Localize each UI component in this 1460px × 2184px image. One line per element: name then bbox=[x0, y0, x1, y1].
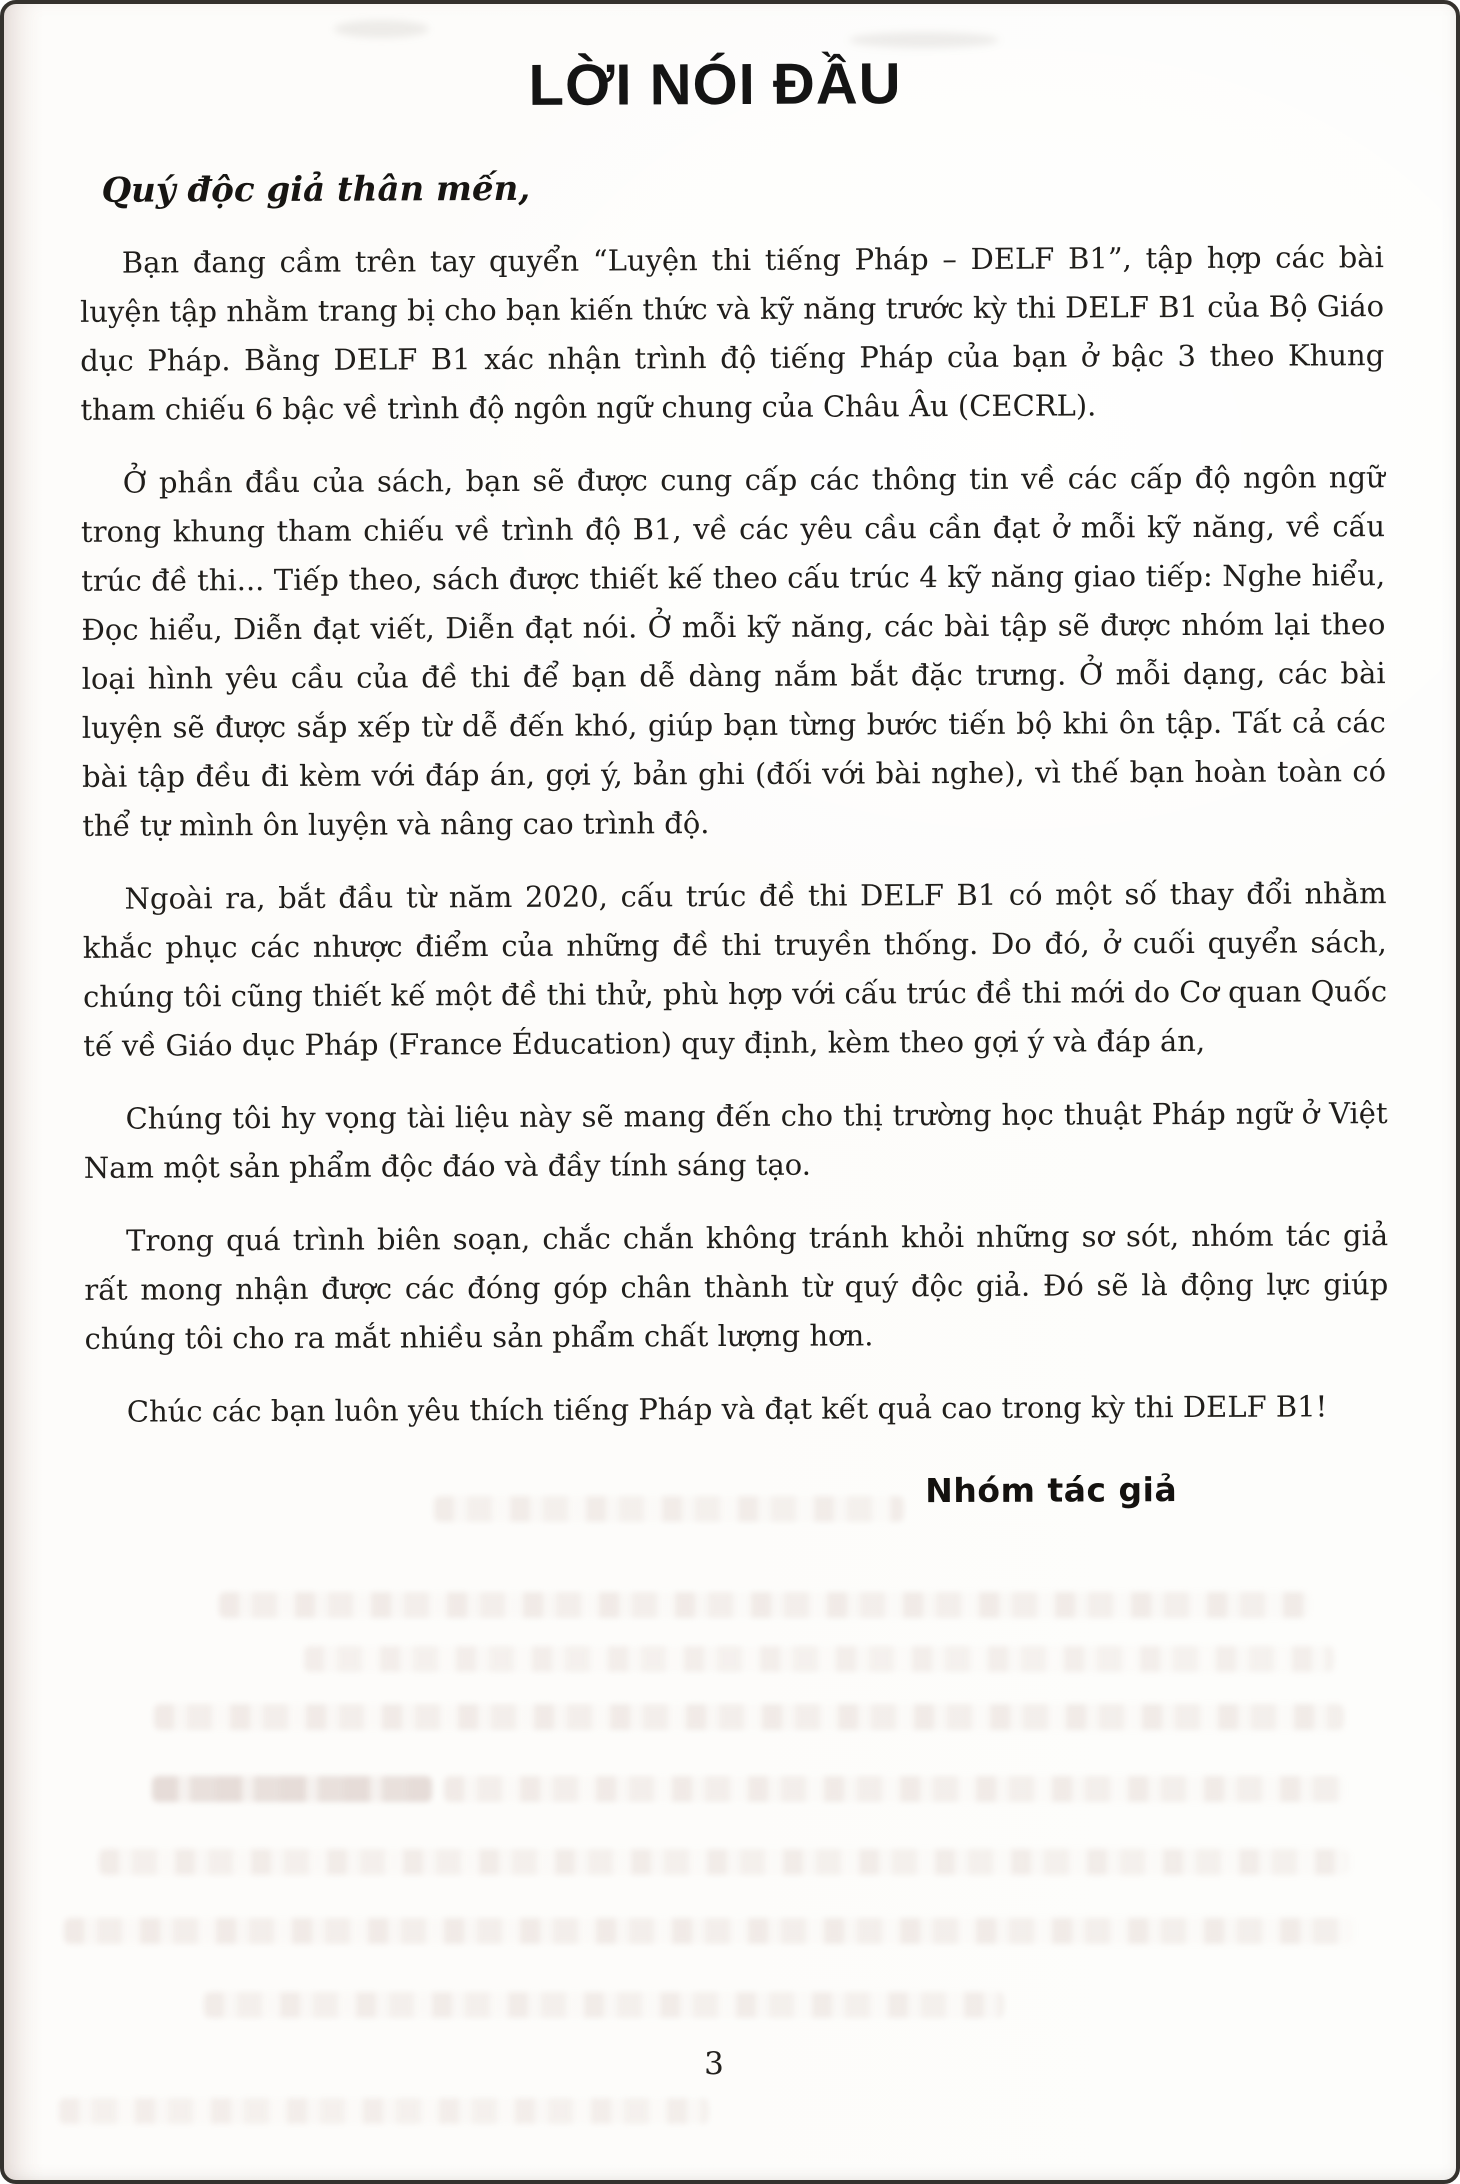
paragraph-intro-book: Bạn đang cầm trên tay quyển “Luyện thi tiếng Pháp – DELF B1”, tập hợp các bài luyện tập nhằm trang bị cho bạn kiến thức và kỹ năng trước kỳ thi DELF B1 của Bộ Giáo dục Pháp. Bằng DELF B1 xác nhận trình độ tiếng Pháp của bạn ở bậc 3 theo Khung tham chiếu 6 bậc về trình độ ngôn ngữ chung của Châu Âu (CECRL). bbox=[79, 239, 1385, 427]
paragraph-book-structure: Ở phần đầu của sách, bạn sẽ được cung cấp các thông tin về các cấp độ ngôn ngữ trong khung tham chiếu về trình độ B1, về các yêu cầu cần đạt ở mỗi kỹ năng, về cấu trúc đề thi... Tiếp theo, sách được thiết kế theo cấu trúc 4 kỹ năng giao tiếp: Nghe hiểu, Đọc hiểu, Diễn đạt viết, Diễn đạt nói. Ở mỗi kỹ năng, các bài tập sẽ được nhóm lại theo loại hình yêu cầu của đề thi để bạn dễ dàng nắm bắt đặc trưng. Ở mỗi dạng, các bài luyện sẽ được sắp xếp từ dễ đến khó, giúp bạn từng bước tiến bộ khi ôn tập. Tất cả các bài tập đều đi kèm với đáp án, gợi ý, bản ghi (đối với bài nghe), vì thế bạn hoàn toàn có thể tự mình ôn luyện và nâng cao trình độ. bbox=[80, 459, 1387, 843]
paragraph-apology-feedback: Trong quá trình biên soạn, chắc chắn không tránh khỏi những sơ sót, nhóm tác giả rất mong nhận được các đóng góp chân thành từ quý độc giả. Đó sẽ là động lực giúp chúng tôi cho ra mắt nhiều sản phẩm chất lượng hơn. bbox=[84, 1217, 1389, 1356]
bleed-through-line bbox=[204, 1992, 1004, 2018]
bleed-through-line bbox=[152, 1776, 432, 1802]
bleed-through-line bbox=[304, 1646, 1334, 1672]
paragraph-2020-changes: Ngoài ra, bắt đầu từ năm 2020, cấu trúc đề thi DELF B1 có một số thay đổi nhằm khắc phục các nhược điểm của những đề thi truyền thống. Do đó, ở cuối quyển sách, chúng tôi cũng thiết kế một đề thi thử, phù hợp với cấu trúc đề thi mới do Cơ quan Quốc tế về Giáo dục Pháp (France Éducation) quy định, kèm theo gợi ý và đáp án, bbox=[82, 875, 1388, 1063]
paragraph-good-luck: Chúc các bạn luôn yêu thích tiếng Pháp và đạt kết quả cao trong kỳ thi DELF B1! bbox=[126, 1389, 1328, 1429]
bleed-through-line bbox=[59, 2098, 709, 2124]
page-content bbox=[1, 1, 1460, 1514]
bleed-through-line bbox=[99, 1849, 1349, 1875]
paragraph-hope: Chúng tôi hy vọng tài liệu này sẽ mang đến cho thị trường học thuật Pháp ngữ ở Việt Nam một sản phẩm độc đáo và đầy tính sáng tạo. bbox=[83, 1095, 1388, 1185]
bleed-through-line bbox=[64, 1918, 1354, 1944]
page-number: 3 bbox=[704, 2046, 724, 2082]
bleed-through-line bbox=[154, 1704, 1344, 1730]
author-signature: Nhóm tác giả bbox=[925, 1469, 1178, 1510]
greeting-line: Quý độc giả thân mến, bbox=[101, 168, 531, 211]
bleed-through-line bbox=[444, 1776, 1344, 1802]
page-title: LỜI NÓI ĐẦU bbox=[528, 51, 902, 118]
bleed-through-line bbox=[219, 1592, 1309, 1618]
